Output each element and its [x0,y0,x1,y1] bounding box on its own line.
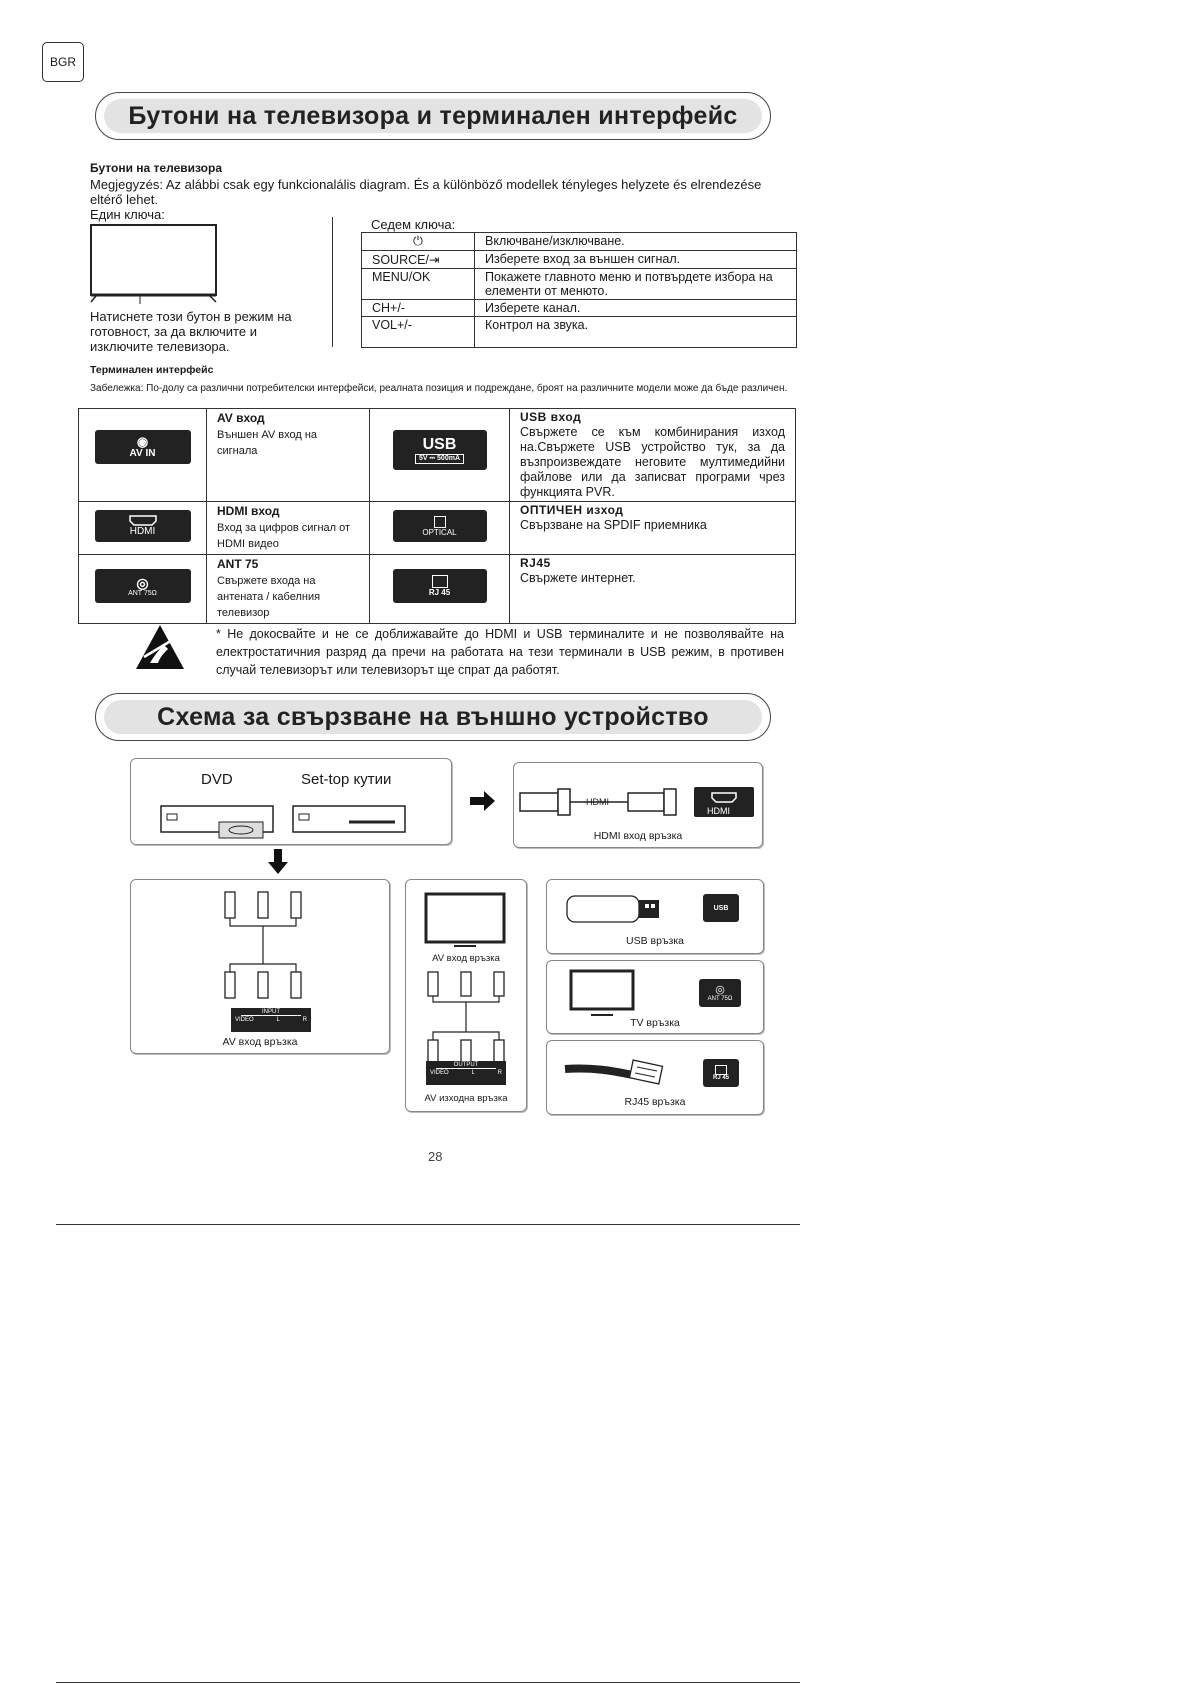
rj45-port-icon [393,569,487,603]
tv-connection-box [546,960,764,1034]
av-input-box [130,879,390,1054]
ethernet-icon [715,1065,727,1075]
one-key-label: Един ключа: [90,207,165,222]
usb-port-icon [703,894,739,922]
l-label: L [471,1070,475,1076]
table-row [362,233,797,251]
table-row [79,555,796,624]
port-sublabel: 5V ⎓ 500mA [415,454,464,464]
optical-port-icon [393,510,487,542]
tv-drawing [424,892,508,950]
port-label: AV IN [129,447,156,459]
input-panel [231,1008,311,1032]
r-label: R [497,1070,502,1076]
optical-icon [434,516,446,528]
section-title: Бутони на телевизора и терминален интерфейс [104,99,762,133]
port-desc: Външен AV вход на сигнала [217,429,318,457]
seven-key-label: Седем ключа: [371,217,456,232]
port-desc: Свържете се към комбинирания изход на.Свържете USB устройство тук, за да възпроизвеждате неговите мултимедийни файлове или да записват програми чрез функцията PVR. [520,425,785,499]
language-tag: BGR [42,42,84,82]
terminal-heading: Терминален интерфейс [90,364,214,376]
divider [332,217,333,347]
r-label: R [302,1017,307,1023]
hdmi-icon [128,515,158,526]
one-key-desc: Натиснете този бутон в режим на готовност, за да включите и изключите телевизора. [90,309,292,354]
warning-text: * Не докосвайте и не се доближавайте до HDMI и USB терминалите и не позволявайте на електростатичния разряд да пречи на работата на тези терминали в USB режим, в противен случай телевизорът или телевизорът ще спрат да работят. [216,627,784,677]
key-name: MENU/OK [362,269,475,300]
port-label: HDMI [129,526,156,537]
terminal-note: Забележка: По-долу са различни потребителски интерфейси, реалната позиция и подреждане, броят на различните модели може да бъде различен. [90,383,788,394]
arrow-down-icon [268,849,288,875]
rj45-connection-box [546,1040,764,1115]
key-desc: Контрол на звука. [475,317,797,348]
usb-stick-drawing [565,894,665,924]
port-label: RJ 45 [428,588,451,597]
port-label: RJ 45 [712,1075,729,1081]
ethernet-cable-drawing [563,1049,683,1089]
ant-port-icon: ◎ ANT 75Ω [699,979,741,1007]
port-title: AV вход [217,411,265,425]
arrow-right-icon [470,790,496,812]
section-banner-buttons [95,92,771,140]
table-row [362,269,797,300]
page-number: 28 [428,1149,443,1164]
l-label: L [276,1017,280,1023]
port-desc: Свързване на SPDIF приемника [520,518,707,532]
table-row [362,317,797,348]
tv-av-caption: AV вход връзка [432,953,500,964]
key-desc: Покажете главното меню и потвърдете избора на елементи от менюто. [475,269,797,300]
output-label: OUTPUT [436,1062,496,1069]
key-name: CH+/- [362,300,475,317]
av-output-box [405,879,527,1112]
tv-drawing [569,969,639,1019]
rj45-port-icon [703,1059,739,1087]
tv-front-drawing [88,222,224,304]
table-row [79,409,796,502]
usb-port-icon [393,430,487,470]
settop-label: Set-top кутии [301,771,392,788]
port-title: HDMI вход [217,504,280,518]
port-label: ANT 75Ω [128,589,157,597]
rj45-caption: RJ45 връзка [624,1096,686,1108]
port-title: RJ45 [520,556,551,570]
key-power-icon: ⏻ [362,233,475,251]
ant-port-icon: ◎ ANT 75Ω [95,569,191,603]
key-name: VOL+/- [362,317,475,348]
table-row [362,251,797,269]
usb-connection-box [546,879,764,954]
hdmi-cable-label: HDMI [586,797,609,807]
port-desc: Вход за цифров сигнал от HDMI видео [217,522,351,550]
divider [56,1682,800,1683]
ethernet-icon [432,575,448,588]
key-desc: Изберете вход за външен сигнал. [475,251,797,269]
keys-table [361,232,797,348]
port-label: ANT 75Ω [707,995,733,1002]
source-devices-box [130,758,452,845]
section-title: Схема за свързване на външно устройство [104,700,762,734]
port-title: ANT 75 [217,557,259,571]
port-label: USB [422,435,457,453]
esd-warning-icon [134,623,186,671]
table-row [362,300,797,317]
output-panel [426,1061,506,1085]
av-in-port-icon: ◉ AV IN [95,430,191,464]
usb-caption: USB връзка [626,935,684,947]
port-desc: Свържете входа на антената / кабелния телевизор [217,575,321,619]
hdmi-caption: HDMI вход връзка [593,830,683,842]
av-in-caption: AV вход връзка [222,1036,298,1048]
key-desc: Изберете канал. [475,300,797,317]
hdmi-connection-box [513,762,763,848]
dvd-label: DVD [201,771,233,788]
buttons-heading: Бутони на телевизора [90,161,222,175]
divider [56,1224,800,1225]
terminal-table [78,408,796,624]
hdmi-port-label: HDMI [707,806,730,816]
rca-cable-drawing [219,888,309,1008]
key-name: SOURCE/⇥ [362,251,475,269]
port-label: USB [713,904,729,912]
av-out-caption: AV изходна връзка [424,1093,508,1104]
tv-caption: TV връзка [630,1017,680,1029]
rca-cable-drawing [422,968,512,1068]
video-label: VIDEO [235,1017,254,1023]
hdmi-port-icon [95,510,191,542]
port-desc: Свържете интернет. [520,571,636,585]
port-label: OPTICAL [422,527,457,537]
section-banner-connections [95,693,771,741]
table-row [79,502,796,555]
buttons-note: Megjegyzés: Az alábbi csak egy funkcionalális diagram. És a különböző modellek tényleges helyzete és elrendezése eltérő lehet. [90,177,762,207]
key-desc: Включване/изключване. [475,233,797,251]
video-label: VIDEO [430,1070,449,1076]
input-label: INPUT [241,1009,301,1016]
dvd-settop-drawing [159,794,439,839]
port-title: USB вход [520,410,582,424]
port-title: ОПТИЧЕН изход [520,503,624,517]
